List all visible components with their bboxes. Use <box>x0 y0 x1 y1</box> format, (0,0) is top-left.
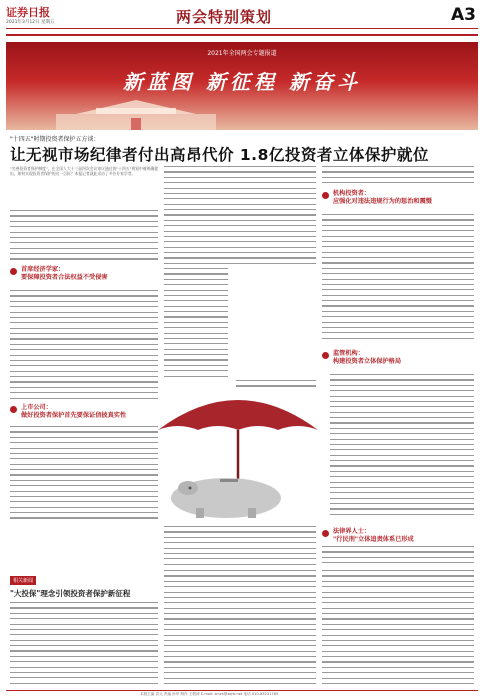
body-text-col3-d <box>322 546 474 566</box>
body-text-col2-a <box>164 166 316 266</box>
subhead-legal-title-1: 法律界人士： <box>333 528 371 535</box>
body-text-bottom-2 <box>164 570 316 686</box>
body-text-col2-c <box>236 380 316 390</box>
body-text-col1-b <box>10 290 158 400</box>
page-number: A3 <box>451 5 476 25</box>
body-text-col3-b <box>322 214 474 344</box>
subhead-institutional-investor <box>322 190 432 206</box>
subhead-institutional-investor-title-1: 机构投资者： <box>333 190 371 197</box>
masthead <box>6 2 478 36</box>
header-rule <box>6 28 478 29</box>
subhead-economist <box>10 266 108 282</box>
body-text-col2-d <box>164 526 316 566</box>
paper-name: 证券日报 <box>6 6 50 19</box>
main-headline: 让无视市场纪律者付出高昂代价 1.8亿投资者立体保护就位 <box>10 146 429 164</box>
related-news-title: "大投保"理念引领投资者保护新征程 <box>10 589 131 598</box>
subhead-marker <box>322 352 329 359</box>
subhead-marker <box>10 406 17 413</box>
related-news-tag: 相关新闻 <box>10 576 36 585</box>
subhead-marker <box>322 530 329 537</box>
subhead-economist-title-1: 首席经济学家： <box>21 266 65 273</box>
subhead-marker <box>10 268 17 275</box>
banner-slogan: 新蓝图 新征程 新奋斗 <box>123 70 361 94</box>
body-text-col2-b <box>164 268 228 378</box>
body-text-col3-a <box>322 166 474 186</box>
intro-paragraph: "完善投资者保护制度"，在全国人大十三届四次会议审议通过的"十四五"规划中被明确提出。如何实现投资者保护的这一目标？本报记者就此采访了多位专家学者。 <box>10 166 158 177</box>
subhead-marker <box>322 192 329 199</box>
body-text-col1-c <box>10 426 158 522</box>
headline-kicker: "十四五"时期投资者保护五方谈： <box>10 136 100 143</box>
date-line: 2021年3月12日 星期五 <box>6 20 55 25</box>
footer-credits: 本版主编 袁元 责编 孙华 制作 王敬涛 E-mail: zmzx@zqrb.net 电话 010-83251785 <box>140 692 279 696</box>
body-text-col3-c <box>330 374 474 524</box>
body-text-col1-a <box>10 210 158 264</box>
feature-banner <box>6 42 478 130</box>
body-text-bottom-1 <box>10 602 158 686</box>
subhead-legal <box>322 528 414 544</box>
tiananmen-illustration <box>46 94 226 130</box>
body-text-bottom-3 <box>322 570 474 686</box>
banner-subtitle: 2021年全国两会专题报道 <box>207 50 277 57</box>
subhead-economist-title-2: 要保障投资者合法权益不受侵害 <box>21 274 108 281</box>
subhead-regulator-title-1: 监管机构： <box>333 350 364 357</box>
umbrella-piggy-bank-illustration <box>148 380 328 520</box>
section-title: 两会特别策划 <box>176 8 273 26</box>
subhead-listed-company-title-1: 上市公司： <box>21 404 52 411</box>
subhead-legal-title-2: "行民刑"立体追责体系已形成 <box>333 536 414 543</box>
subhead-listed-company <box>10 404 126 420</box>
subhead-institutional-investor-title-2: 应强化对违法违规行为的惩治和震慑 <box>333 198 432 205</box>
subhead-regulator-title-2: 构建投资者立体保护格局 <box>333 358 402 365</box>
footer-rule <box>6 690 478 691</box>
subhead-listed-company-title-2: 做好投资者保护首先要保证信披真实性 <box>21 412 127 419</box>
subhead-regulator <box>322 350 401 366</box>
